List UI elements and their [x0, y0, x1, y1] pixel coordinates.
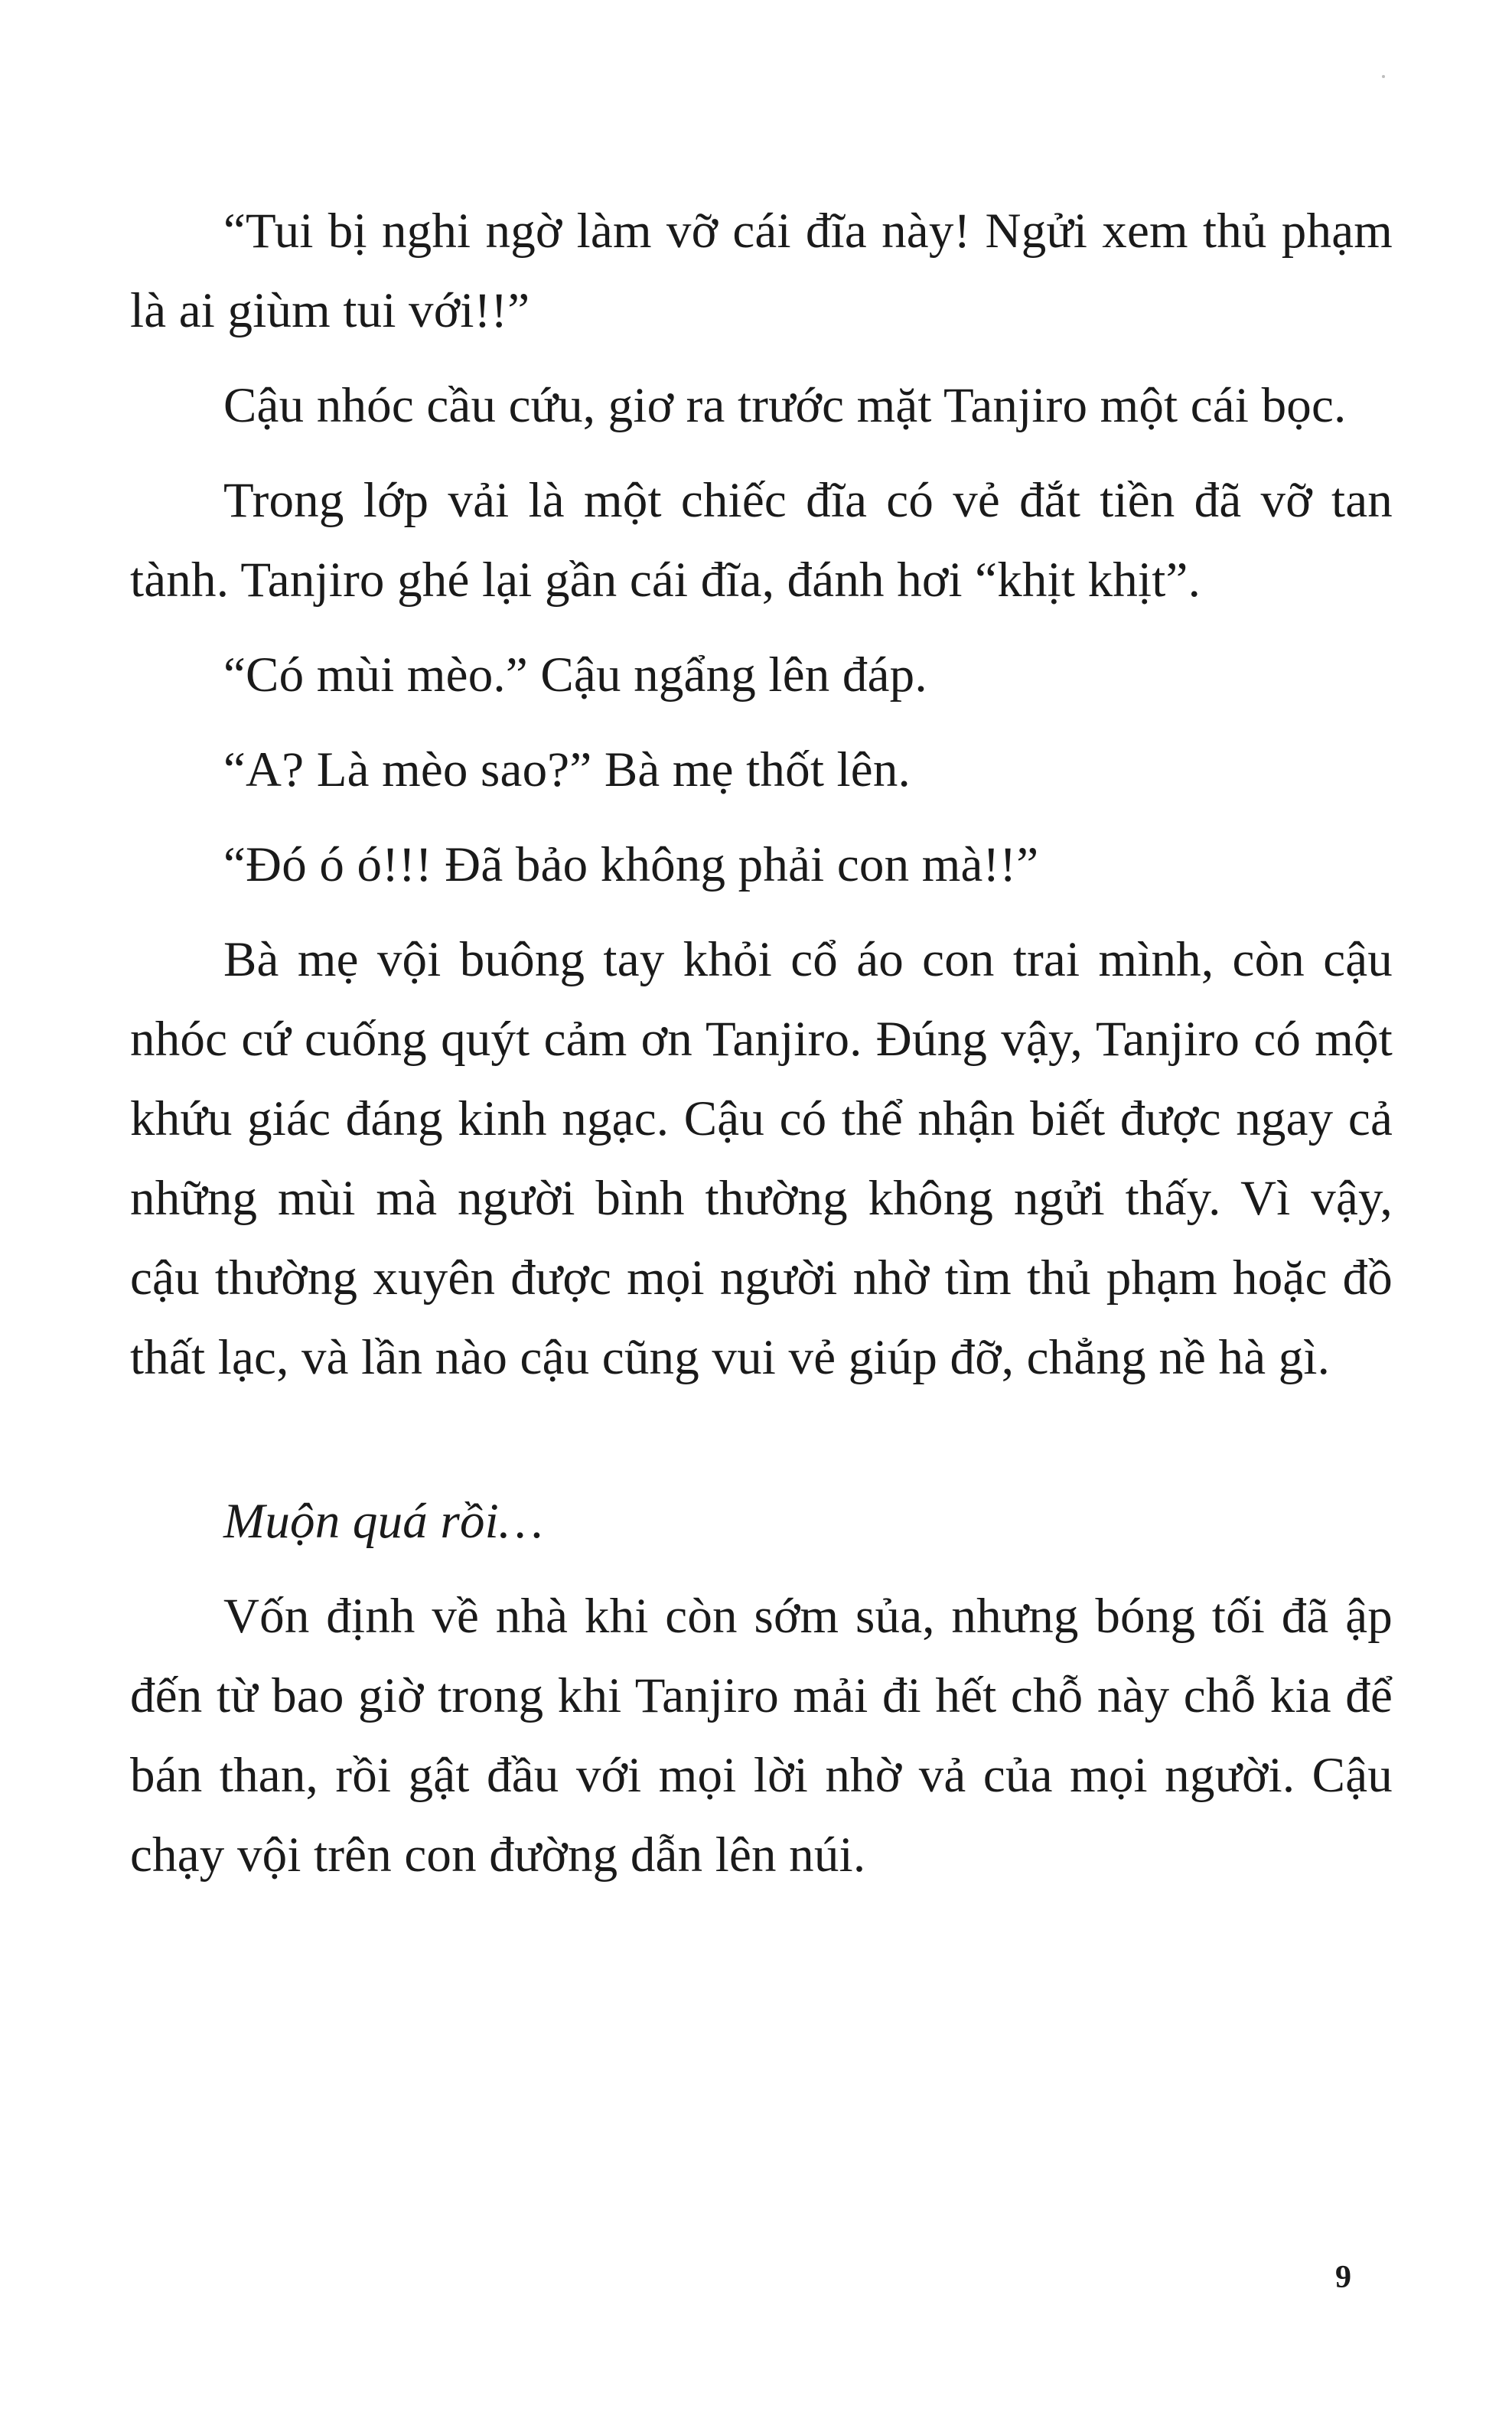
page-number: 9 — [1335, 2260, 1351, 2295]
paragraph-dialogue-plate: “Tui bị nghi ngờ làm vỡ cái đĩa này! Ngửi xem thủ phạm là ai giùm tui với!!” — [130, 204, 1393, 338]
paragraph-boy-asks: Cậu nhóc cầu cứu, giơ ra trước mặt Tanjiro một cái bọc. — [223, 378, 1347, 433]
paragraph-boy-protests: “Đó ó ó!!! Đã bảo không phải con mà!!” — [223, 837, 1039, 892]
paper-speck — [1382, 75, 1385, 78]
body-text — [130, 191, 1393, 1895]
paragraph-sense-of-smell: Bà mẹ vội buông tay khỏi cổ áo con trai mình, còn cậu nhóc cứ cuống quýt cảm ơn Tanjiro. Đúng vậy, Tanjiro có một khứu giác đáng kinh ngạc. Cậu có thể nhận biết được ngay cả những mùi mà người bình thường không ngửi thấy. Vì vậy, cậu thường xuyên được mọi người nhờ tìm thủ phạm hoặc đồ thất lạc, và lần nào cậu cũng vui vẻ giúp đỡ, chẳng nề hà gì. — [130, 932, 1393, 1385]
paragraph-cat-smell: “Có mùi mèo.” Cậu ngẩng lên đáp. — [223, 647, 927, 703]
paragraph-mother-exclaims: “A? Là mèo sao?” Bà mẹ thốt lên. — [223, 742, 911, 797]
paragraph-going-home: Vốn định về nhà khi còn sớm sủa, nhưng bóng tối đã ập đến từ bao giờ trong khi Tanjiro mải đi hết chỗ này chỗ kia để bán than, rồi gật đầu với mọi lời nhờ vả của mọi người. Cậu chạy vội trên con đường dẫn lên núi. — [130, 1589, 1393, 1883]
section-italic-line: Muộn quá rồi… — [223, 1494, 543, 1549]
paragraph-broken-plate: Trong lớp vải là một chiếc đĩa có vẻ đắt tiền đã vỡ tan tành. Tanjiro ghé lại gần cái đĩa, đánh hơi “khịt khịt”. — [130, 473, 1393, 608]
